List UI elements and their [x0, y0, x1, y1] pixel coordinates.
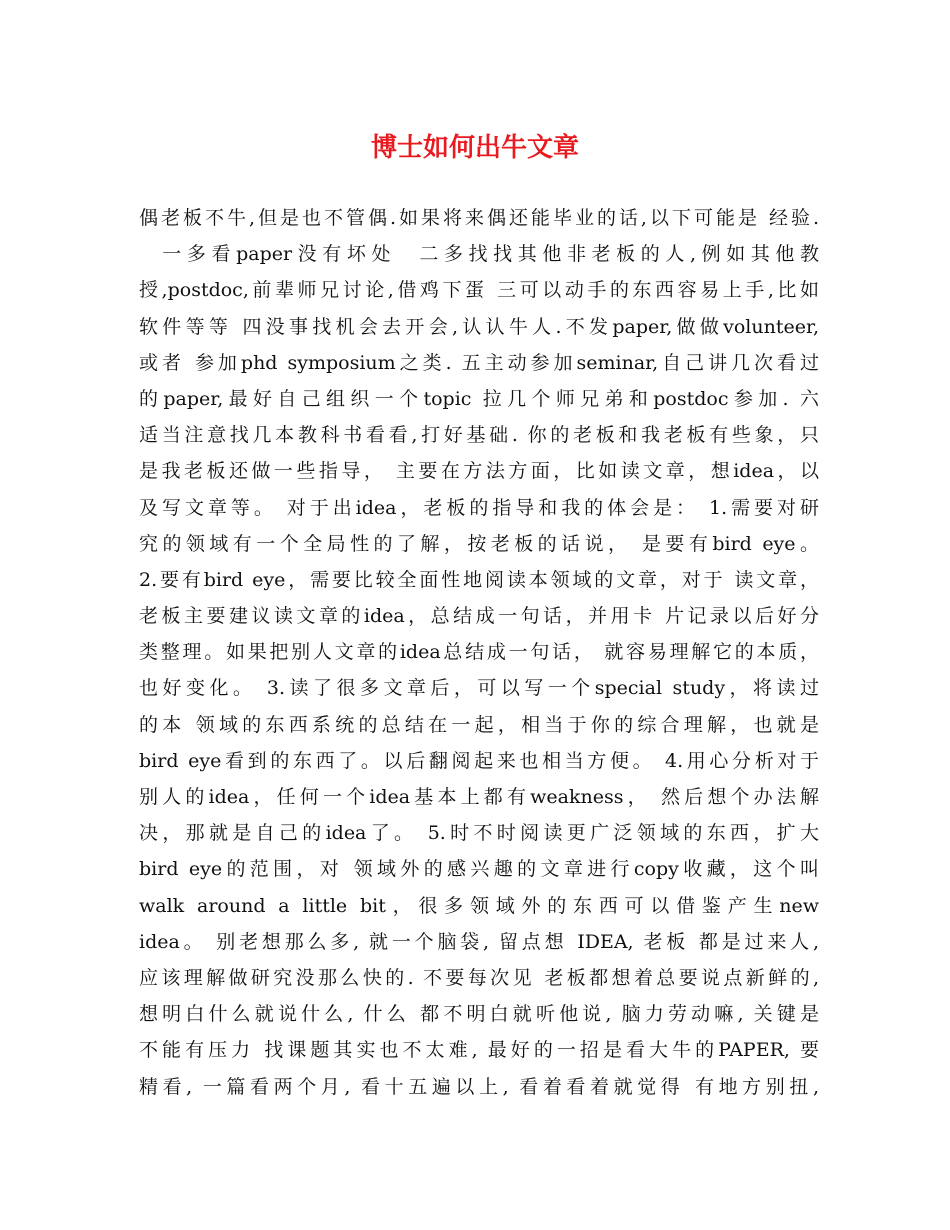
body-line: 不能有压力 找课题其实也不太难, 最好的一招是看大牛的PAPER, 要 [139, 1039, 819, 1062]
body-line: 2.要有bird eye，需要比较全面性地阅读本领域的文章，对于 读文章， [139, 568, 819, 591]
body-line: 适当注意找几本教科书看看,打好基础. 你的老板和我老板有些象，只 [139, 424, 819, 447]
body-line: 老板主要建议读文章的idea，总结成一句话，并用卡 片记录以后好分 [139, 605, 819, 628]
body-line: 是我老板还做一些指导， 主要在方法方面，比如读文章，想idea，以 [139, 460, 819, 483]
body-line: 精看, 一篇看两个月, 看十五遍以上, 看着看着就觉得 有地方别扭, [139, 1075, 819, 1098]
body-line: 及写文章等。 对于出idea，老板的指导和我的体会是： 1.需要对研 [139, 496, 819, 519]
body-line: 软件等等 四没事找机会去开会,认认牛人.不发paper,做做volunteer, [139, 315, 819, 338]
body-line: 的paper,最好自己组织一个topic 拉几个师兄弟和postdoc参加. 六 [139, 387, 819, 410]
body-line: 想明白什么就说什么, 什么 都不明白就听他说, 脑力劳动嘛, 关键是 [139, 1003, 819, 1026]
body-line: 究的领域有一个全局性的了解，按老板的话说， 是要有bird eye。 [139, 532, 819, 555]
body-line: 应该理解做研究没那么快的. 不要每次见 老板都想着总要说点新鲜的, [139, 966, 819, 989]
body-line: idea。 别老想那么多, 就一个脑袋, 留点想 IDEA, 老板 都是过来人, [139, 930, 819, 953]
body-line: bird eye看到的东西了。以后翻阅起来也相当方便。 4.用心分析对于 [139, 749, 819, 772]
body-line: 授,postdoc,前辈师兄讨论,借鸡下蛋 三可以动手的东西容易上手,比如 [139, 279, 819, 302]
document-body [139, 200, 819, 1105]
body-line: 别人的idea，任何一个idea基本上都有weakness， 然后想个办法解 [139, 786, 819, 808]
body-line: 偶老板不牛,但是也不管偶.如果将来偶还能毕业的话,以下可能是 经验. [139, 207, 819, 229]
body-line: bird eye的范围，对 领域外的感兴趣的文章进行copy收藏，这个叫 [139, 858, 819, 881]
document-title: 博士如何出牛文章 [370, 133, 579, 163]
body-line: 或者 参加phd symposium之类. 五主动参加seminar,自己讲几次看过 [139, 351, 819, 374]
body-line: 一多看paper没有坏处 二多找找其他非老板的人,例如其他教 [139, 243, 819, 266]
body-line: 类整理。如果把别人文章的idea总结成一句话， 就容易理解它的本质， [139, 641, 819, 664]
body-line: 也好变化。 3.读了很多文章后，可以写一个special study，将读过 [139, 677, 819, 700]
body-line: 决，那就是自己的idea了。 5.时不时阅读更广泛领域的东西，扩大 [139, 822, 819, 845]
body-line: 的本 领域的东西系统的总结在一起，相当于你的综合理解，也就是 [139, 713, 819, 736]
body-line: walk around a little bit，很多领域外的东西可以借鉴产生new [139, 894, 819, 917]
